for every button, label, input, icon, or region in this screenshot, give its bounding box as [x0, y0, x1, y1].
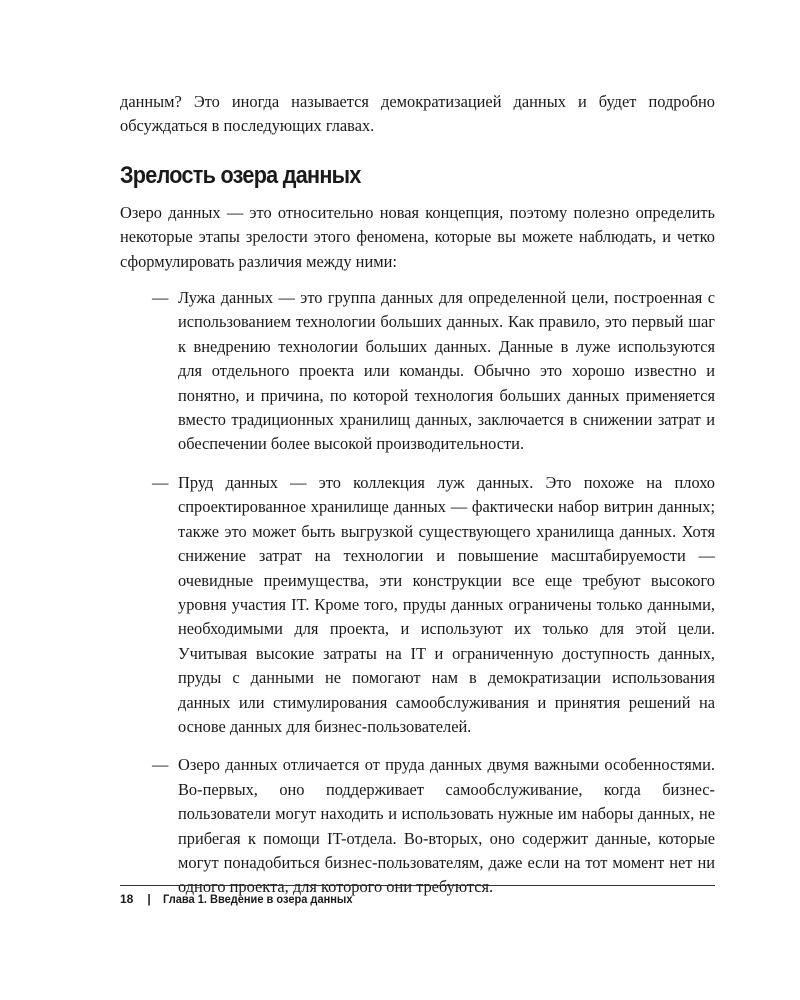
list-dash: —	[152, 755, 169, 775]
section-heading: Зрелость озера данных	[120, 161, 361, 189]
maturity-stages-list	[120, 286, 715, 900]
page-number: 18	[120, 892, 134, 906]
list-dash: —	[152, 288, 169, 308]
list-dash: —	[152, 472, 169, 492]
list-item	[120, 753, 715, 899]
intro-paragraph: данным? Это иногда называется демократизацией данных и будет подробно обсуждаться в последующих главах.	[120, 92, 715, 136]
footer-separator: |	[147, 892, 151, 906]
chapter-title: Глава 1. Введение в озера данных	[162, 892, 353, 906]
page-footer	[120, 885, 715, 906]
list-item-text: Лужа данных — это группа данных для определенной цели, построенная с использованием технологии больших данных. Как правило, это первый шаг к внедрению технологии больших данных. Данные в луже используются для отдельного проекта или команды. Обычно это хорошо известно и понятно, и причина, по которой технология больших данных применяется вместо традиционных хранилищ данных, заключается в снижении затрат и обеспечении более высокой производительности.	[178, 288, 715, 454]
section-lead-paragraph: Озеро данных — это относительно новая концепция, поэтому полезно определить некоторые этапы зрелости этого феномена, которые вы можете наблюдать, и четко сформулировать различия между ними:	[120, 202, 715, 271]
list-item	[120, 286, 715, 457]
list-item	[120, 471, 715, 739]
list-item-text: Пруд данных — это коллекция луж данных. Это похоже на плохо спроектированное хранилище данных — фактически набор витрин данных; также это может быть выгрузкой существующего хранилища данных. Хотя снижение затрат на технологии и повышение масштабируемости — очевидные преимущества, эти конструкции все еще требуют высокого уровня участия IT. Кроме того, пруды данных ограничены только данными, необходимыми для проекта, и используют их только для этой цели. Учитывая высокие затраты на IT и ограниченную доступность данных, пруды с данными не помогают нам в демократизации использования данных или стимулирования самообслуживания и принятия решений на основе данных для бизнес-пользователей.	[178, 472, 715, 736]
list-item-text: Озеро данных отличается от пруда данных двумя важными особенностями. Во-первых, оно поддерживает самообслуживание, когда бизнес-пользователи могут находить и использовать нужные им наборы данных, не прибегая к помощи IT-отдела. Во-вторых, оно содержит данные, которые могут понадобиться бизнес-пользователям, даже если на тот момент нет ни одного проекта, для которого они требуются.	[178, 755, 715, 897]
page-body	[120, 90, 715, 914]
